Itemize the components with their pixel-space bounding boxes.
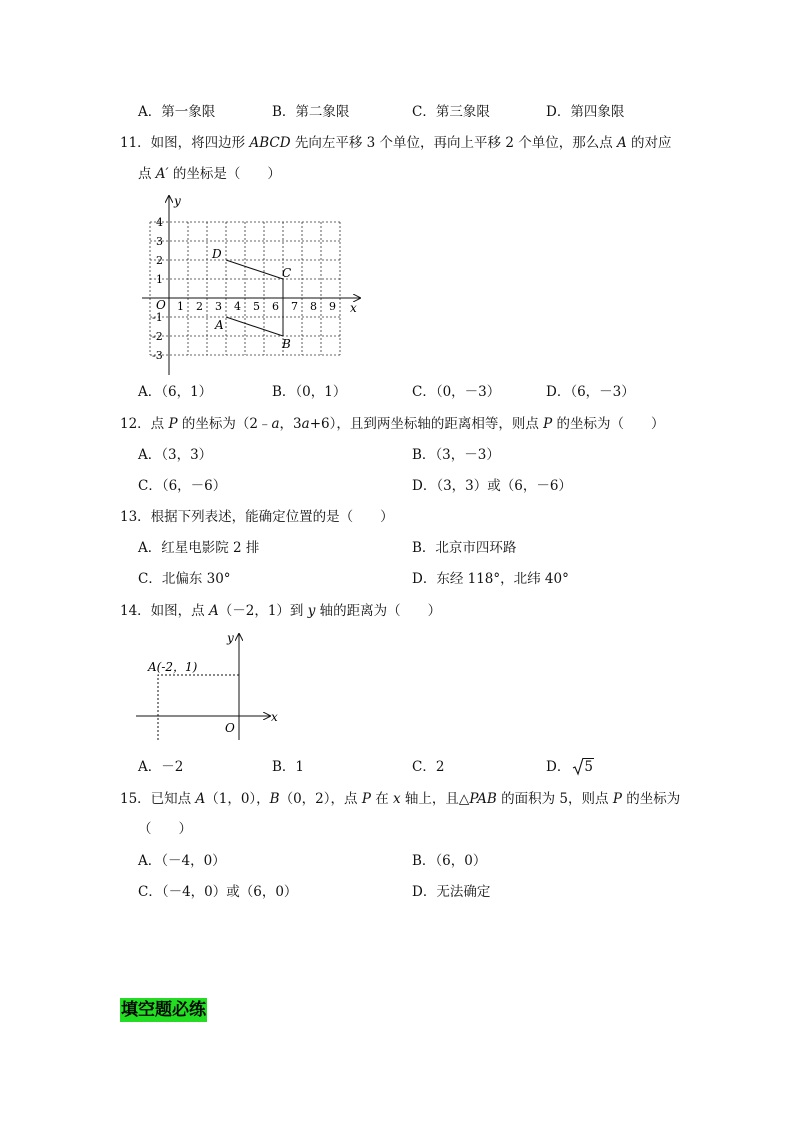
x-tick-label: 1 bbox=[177, 300, 184, 313]
q11-origin-label: O bbox=[156, 298, 166, 312]
q15-var: PAB bbox=[469, 791, 497, 807]
q14-point-label: A(-2，1) bbox=[148, 660, 198, 674]
q11-point: A bbox=[617, 135, 627, 151]
q15-text: （0，2），点 bbox=[279, 791, 362, 807]
q14-question bbox=[120, 602, 441, 620]
y-tick-label: -2 bbox=[152, 330, 163, 343]
q13-option-b[interactable]: B．北京市四环路 bbox=[412, 540, 517, 556]
q11-text: 的坐标是（ ） bbox=[168, 166, 281, 182]
q14-text: 14．如图，点 bbox=[120, 603, 209, 619]
q15-text: 的面积为 5，则点 bbox=[496, 791, 613, 807]
q11-question-line2 bbox=[138, 165, 281, 183]
q12-option-c[interactable]: C．（6，－6） bbox=[138, 478, 227, 494]
q15-var: B bbox=[269, 791, 280, 807]
q11-point-d-label: D bbox=[212, 247, 222, 261]
q14-figure bbox=[130, 628, 290, 748]
q13-option-a[interactable]: A．红星电影院 2 排 bbox=[138, 540, 260, 556]
q12-var: a bbox=[301, 416, 310, 432]
y-tick-label: -3 bbox=[152, 349, 163, 362]
q11-segment-ab bbox=[226, 317, 283, 336]
q11-option-a[interactable]: A．（6，1） bbox=[138, 384, 213, 400]
q11-text: 点 bbox=[138, 166, 156, 182]
q15-var: x bbox=[393, 791, 401, 807]
q11-x-tick-labels bbox=[177, 300, 336, 313]
q15-question-line1 bbox=[120, 790, 680, 808]
q14-radicand: 5 bbox=[584, 759, 593, 775]
q12-text: 的坐标为（ ） bbox=[552, 416, 665, 432]
y-tick-label: 1 bbox=[156, 273, 163, 286]
x-tick-label: 7 bbox=[291, 300, 298, 313]
q11-grid-figure bbox=[138, 190, 370, 380]
q12-var: P bbox=[168, 416, 178, 432]
q12-option-a[interactable]: A．（3，3） bbox=[138, 447, 213, 463]
q15-var: A bbox=[195, 791, 206, 807]
q10-option-d[interactable]: D．第四象限 bbox=[546, 104, 625, 120]
q11-dashed-grid bbox=[150, 222, 340, 355]
q15-option-d[interactable]: D．无法确定 bbox=[412, 884, 491, 900]
q15-var: P bbox=[612, 791, 622, 807]
q13-question: 13．根据下列表述，能确定位置的是（ ） bbox=[120, 509, 394, 525]
q12-text: ，3 bbox=[279, 416, 302, 432]
x-tick-label: 2 bbox=[196, 300, 203, 313]
q14-option-c[interactable]: C．2 bbox=[412, 759, 445, 775]
q15-option-c[interactable]: C．（－4，0）或（6，0） bbox=[138, 884, 298, 900]
q14-option-d-label: D． bbox=[546, 759, 571, 775]
q15-text: （1，0）， bbox=[205, 791, 270, 807]
q10-option-b[interactable]: B．第二象限 bbox=[272, 104, 350, 120]
q14-y-label: y bbox=[227, 631, 234, 645]
q11-x-label: x bbox=[350, 301, 357, 315]
q11-y-tick-labels bbox=[152, 216, 163, 362]
q14-option-b[interactable]: B．1 bbox=[272, 759, 305, 775]
q10-option-a[interactable]: A．第一象限 bbox=[138, 104, 216, 120]
q14-var: y bbox=[307, 603, 316, 619]
q11-point: A′ bbox=[155, 166, 169, 182]
q14-text: 轴的距离为（ ） bbox=[315, 603, 442, 619]
q11-point-a-label: A bbox=[215, 318, 224, 332]
q14-option-a[interactable]: A．－2 bbox=[138, 759, 184, 775]
q12-option-b[interactable]: B．（3，－3） bbox=[412, 447, 500, 463]
q14-text: （－2，1）到 bbox=[218, 603, 308, 619]
q15-text: 15．已知点 bbox=[120, 791, 196, 807]
q12-text: +6），且到两坐标轴的距离相等，则点 bbox=[309, 416, 544, 432]
section-heading: 填空题必练 bbox=[121, 1000, 206, 1020]
q12-text: 12．点 bbox=[120, 416, 169, 432]
x-tick-label: 4 bbox=[234, 300, 241, 313]
q10-option-c[interactable]: C．第三象限 bbox=[412, 104, 490, 120]
q11-segment-dc bbox=[226, 260, 283, 279]
q11-question-line1 bbox=[120, 134, 672, 152]
q15-option-a[interactable]: A．（－4，0） bbox=[138, 853, 226, 869]
q12-var: a bbox=[271, 416, 280, 432]
x-tick-label: 9 bbox=[329, 300, 336, 313]
q12-text: 的坐标为（2﹣ bbox=[177, 416, 272, 432]
q11-point-c-label: C bbox=[282, 266, 292, 280]
q11-y-label: y bbox=[174, 194, 181, 208]
q11-option-d[interactable]: D．（6，－3） bbox=[546, 384, 635, 400]
x-tick-label: 6 bbox=[272, 300, 279, 313]
q13-option-c[interactable]: C．北偏东 30° bbox=[138, 571, 231, 587]
sqrt-symbol bbox=[572, 758, 594, 776]
q15-question-line2: （ ） bbox=[138, 821, 192, 837]
y-tick-label: -1 bbox=[152, 311, 163, 324]
q14-var: A bbox=[208, 603, 219, 619]
x-tick-label: 8 bbox=[310, 300, 317, 313]
q14-origin-label: O bbox=[225, 721, 235, 735]
q13-option-d[interactable]: D．东经 118°，北纬 40° bbox=[412, 571, 569, 587]
x-tick-label: 3 bbox=[215, 300, 222, 313]
q14-x-label: x bbox=[271, 710, 278, 724]
q11-point-b-label: B bbox=[282, 337, 291, 351]
q12-question bbox=[120, 415, 665, 433]
x-tick-label: 5 bbox=[253, 300, 260, 313]
q15-text: 在 bbox=[370, 791, 394, 807]
q15-text: 轴上，且△ bbox=[400, 791, 470, 807]
q15-option-b[interactable]: B．（6，0） bbox=[412, 853, 487, 869]
q11-text: 先向左平移 3 个单位，再向上平移 2 个单位，那么点 bbox=[290, 135, 617, 151]
q12-var: P bbox=[543, 416, 553, 432]
q11-text: 的对应 bbox=[626, 135, 672, 151]
q11-text: 11．如图，将四边形 bbox=[120, 135, 250, 151]
q14-option-d[interactable] bbox=[546, 758, 594, 776]
q15-var: P bbox=[361, 791, 371, 807]
q11-shape: ABCD bbox=[249, 135, 291, 151]
q12-option-d[interactable]: D．（3，3）或（6，－6） bbox=[412, 478, 572, 494]
q11-option-c[interactable]: C．（0，－3） bbox=[412, 384, 501, 400]
y-tick-label: 3 bbox=[156, 235, 163, 248]
q11-option-b[interactable]: B．（0，1） bbox=[272, 384, 347, 400]
y-tick-label: 2 bbox=[156, 254, 163, 267]
q15-text: 的坐标为 bbox=[621, 791, 681, 807]
y-tick-label: 4 bbox=[156, 216, 163, 229]
